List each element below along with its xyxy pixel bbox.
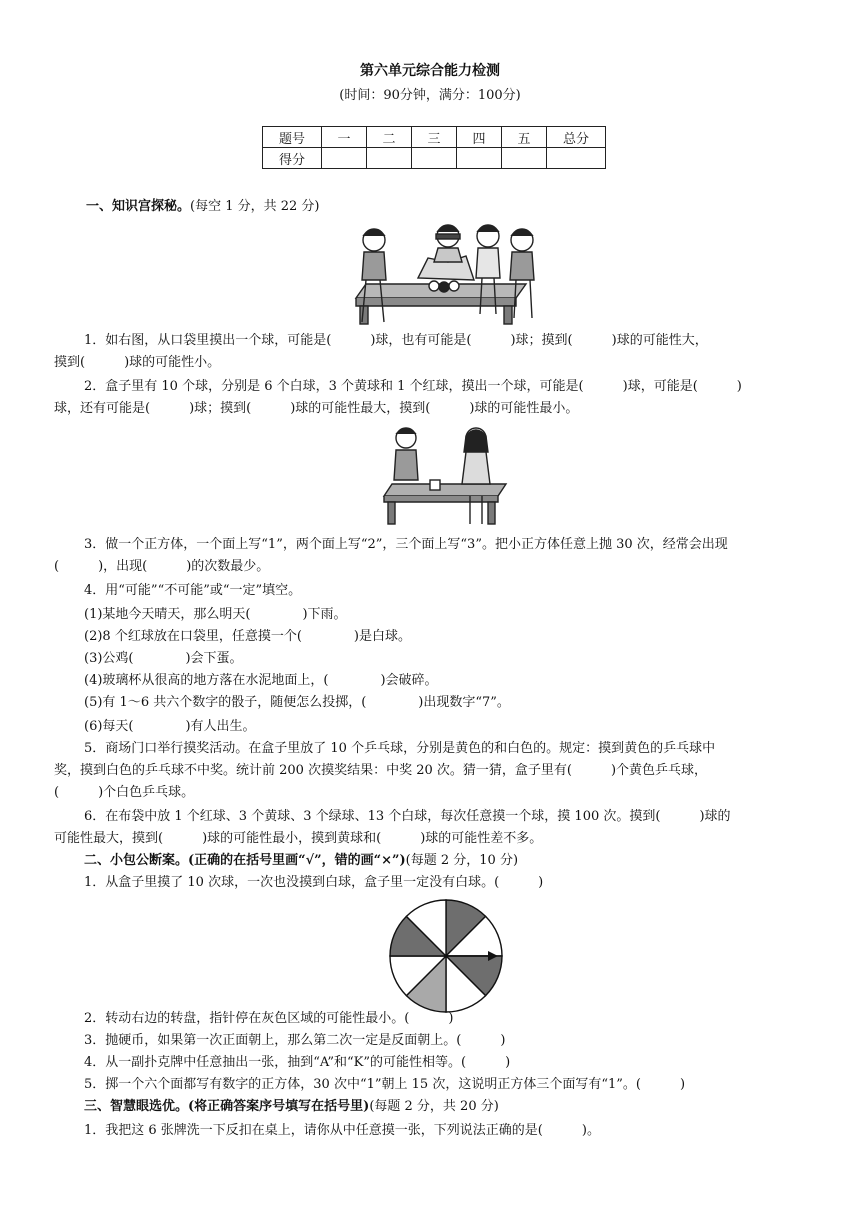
score-cell[interactable]: [502, 148, 547, 169]
score-header-cell: 二: [367, 127, 412, 148]
section1-heading: [86, 196, 846, 218]
s2-q1-line: 1．从盒子里摸了 10 次球，一次也没摸到白球，盒子里一定没有白球。( ): [84, 875, 544, 890]
s1-q4-item-5: (5)有 1～6 共六个数字的骰子，随便怎么投掷，( )出现数字“7”。: [84, 695, 510, 710]
s1-q6-line-a: 6．在布袋中放 1 个红球、3 个黄球、3 个绿球、13 个白球，每次任意摸一个球，摸 100 次。摸到( )球的: [84, 809, 731, 824]
s2-q5-line: 5．掷一个六个面都写有数字的正方体，30 次中“1”朝上 15 次，这说明正方体三个面写有“1”。( ): [84, 1077, 686, 1092]
score-table: [262, 126, 606, 169]
section3-note: (每题 2 分，共 20 分): [369, 1099, 499, 1114]
page-title: 第六单元综合能力检测: [360, 63, 500, 79]
s1-q2-line-a: 2．盒子里有 10 个球，分别是 6 个白球，3 个黄球和 1 个红球，摸出一个球，可能是( )球，可能是( ): [84, 379, 742, 394]
score-cell[interactable]: [457, 148, 502, 169]
s1-q3-line-a: 3．做一个正方体，一个面上写“1”，两个面上写“2”，三个面上写“3”。把小正方体任意上抛 30 次，经常会出现: [84, 537, 728, 552]
spinner-diagram: [386, 896, 506, 1016]
s1-q5-line-c: ( )个白色乒乓球。: [54, 785, 195, 800]
score-header-cell: 五: [502, 127, 547, 148]
s1-q4-line: 4．用“可能”“不可能”或“一定”填空。: [84, 583, 302, 598]
kids-die-illustration: [378, 424, 518, 528]
score-header-cell: 一: [322, 127, 367, 148]
s1-q4-item-1: (1)某地今天晴天，那么明天( )下雨。: [84, 607, 347, 622]
s1-q2-line-b: 球，还有可能是( )球；摸到( )球的可能性最大，摸到( )球的可能性最小。: [54, 401, 579, 416]
score-header-cell: 三: [412, 127, 457, 148]
s1-q1-line-b: 摸到( )球的可能性小。: [54, 355, 221, 370]
page-subtitle: (时间：90分钟，满分：100分): [339, 88, 521, 103]
s1-q4-item-2: (2)8 个红球放在口袋里，任意摸一个( )是白球。: [84, 629, 411, 644]
s1-q4-item-3: (3)公鸡( )会下蛋。: [84, 651, 243, 666]
section1-note: (每空 1 分，共 22 分): [190, 199, 320, 214]
s1-q4-item-4: (4)玻璃杯从很高的地方落在水泥地面上，( )会破碎。: [84, 673, 438, 688]
s1-q4-item-6: (6)每天( )有人出生。: [84, 719, 256, 734]
section1-title: 一、知识宫探秘。: [86, 199, 191, 214]
score-table-score-row: [263, 148, 606, 169]
score-cell[interactable]: [367, 148, 412, 169]
s2-q2-line: 2．转动右边的转盘，指针停在灰色区域的可能性最小。( ): [84, 1011, 454, 1026]
s3-q1-line: 1．我把这 6 张牌洗一下反扣在桌上，请你从中任意摸一张，下列说法正确的是( )。: [84, 1123, 600, 1138]
section2-title: 二、小包公断案。(正确的在括号里画“√”，错的画“×”): [84, 853, 406, 868]
score-header-cell: 四: [457, 127, 502, 148]
s1-q1-line-a: 1．如右图，从口袋里摸出一个球，可能是( )球，也有可能是( )球；摸到( )球的可能性大，: [84, 333, 708, 348]
section3-title: 三、智慧眼选优。(将正确答案序号填写在括号里): [84, 1099, 370, 1114]
section3-heading: [84, 1096, 844, 1118]
score-cell[interactable]: [412, 148, 457, 169]
score-cell[interactable]: [547, 148, 606, 169]
score-header-cell: 题号: [263, 127, 322, 148]
kids-bag-illustration: [348, 218, 544, 328]
s1-q6-line-b: 可能性最大，摸到( )球的可能性最小，摸到黄球和( )球的可能性差不多。: [54, 831, 543, 846]
section2-heading: [84, 850, 844, 872]
s1-q3-line-b: ( )，出现( )的次数最少。: [54, 559, 270, 574]
s2-q4-line: 4．从一副扑克牌中任意抽出一张，抽到“A”和“K”的可能性相等。( ): [84, 1055, 511, 1070]
score-cell[interactable]: [322, 148, 367, 169]
s1-q5-line-a: 5．商场门口举行摸奖活动。在盒子里放了 10 个乒乓球，分别是黄色的和白色的。规定：摸到黄色的乒乓球中: [84, 741, 716, 756]
score-header-cell: 总分: [547, 127, 606, 148]
s2-q3-line: 3．抛硬币，如果第一次正面朝上，那么第二次一定是反面朝上。( ): [84, 1033, 506, 1048]
section2-note: (每题 2 分，10 分): [405, 853, 519, 868]
score-table-header-row: [263, 127, 606, 148]
s1-q5-line-b: 奖，摸到白色的乒乓球不中奖。统计前 200 次摸奖结果：中奖 20 次。猜一猜，盒子里有( )个黄色乒乓球，: [54, 763, 708, 778]
score-row-label: 得分: [263, 148, 322, 169]
